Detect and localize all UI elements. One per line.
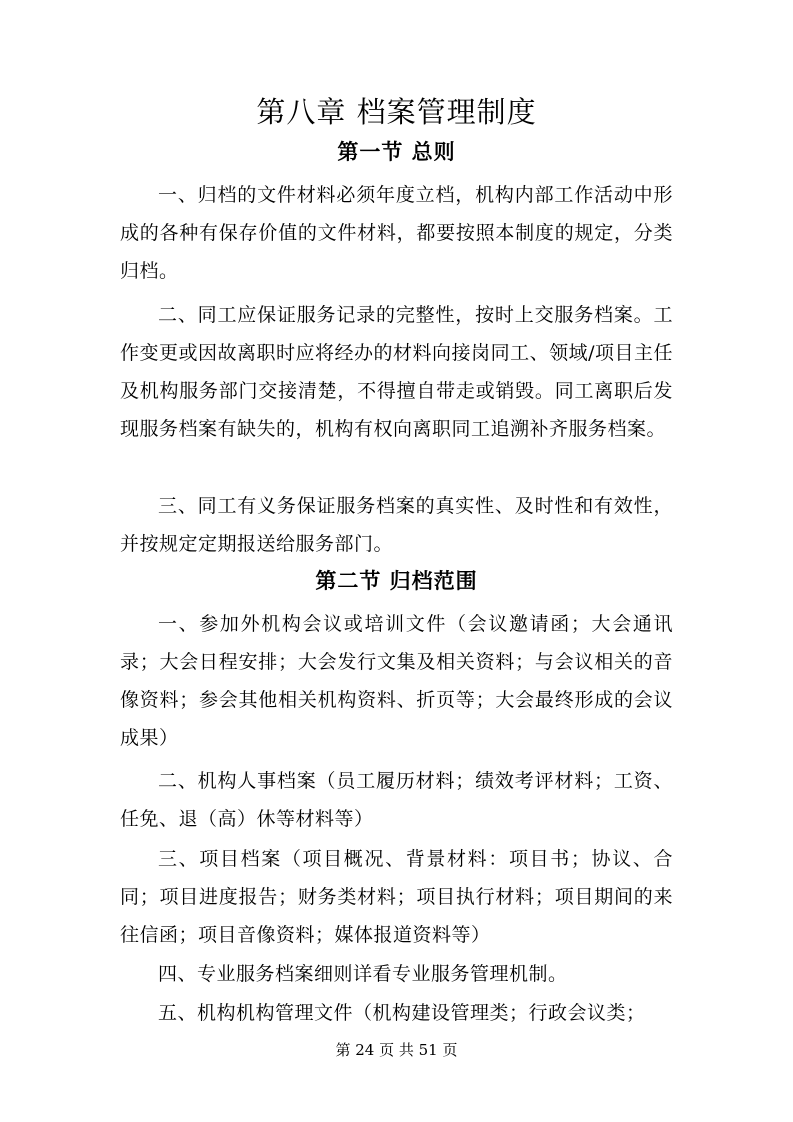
chapter-title: 第八章 档案管理制度 <box>256 95 537 129</box>
section-title-general: 第一节 总则 <box>337 139 456 164</box>
paragraph: 二、同工应保证服务记录的完整性，按时上交服务档案。工作变更或因故离职时应将经办的材料向接岗同工、领域/项目主任及机构服务部门交接清楚，不得擅自带走或销毁。同工离职后发现服务档案有缺失的，机构有权向离职同工追溯补齐服务档案。 <box>120 304 673 440</box>
paragraph: 五、机构机构管理文件（机构建设管理类；行政会议类； <box>158 1002 646 1024</box>
paragraph: 二、机构人事档案（员工履历材料；绩效考评材料；工资、任免、退（高）休等材料等） <box>120 770 673 830</box>
page-footer: 第 24 页 共 51 页 <box>335 1041 458 1059</box>
paragraph: 一、参加外机构会议或培训文件（会议邀请函；大会通讯录；大会日程安排；大会发行文集及相关资料；与会议相关的音像资料；参会其他相关机构资料、折页等；大会最终形成的会议成果） <box>120 613 673 749</box>
paragraph: 四、专业服务档案细则详看专业服务管理机制。 <box>158 963 568 985</box>
paragraph: 三、同工有义务保证服务档案的真实性、及时性和有效性，并按规定定期报送给服务部门。 <box>120 495 673 555</box>
paragraph: 三、项目档案（项目概况、背景材料：项目书；协议、合同；项目进度报告；财务类材料；项目执行材料；项目期间的来往信函；项目音像资料；媒体报道资料等） <box>120 848 673 946</box>
paragraph: 一、归档的文件材料必须年度立档，机构内部工作活动中形成的各种有保存价值的文件材料，都要按照本制度的规定，分类归档。 <box>120 184 673 282</box>
section-title-scope: 第二节 归档范围 <box>315 568 478 593</box>
